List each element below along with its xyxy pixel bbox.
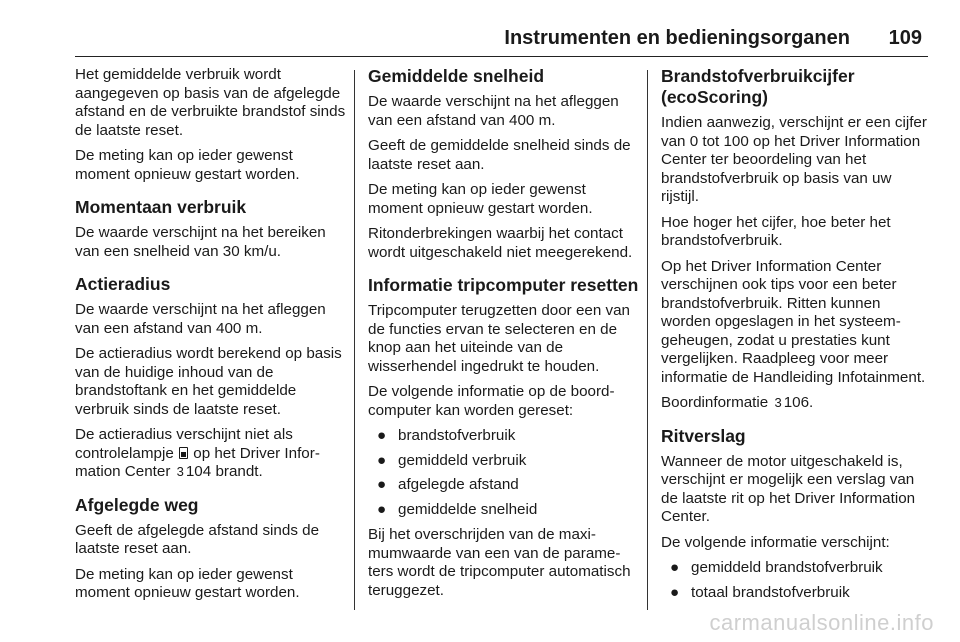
fuel-lamp-icon [179, 447, 188, 459]
page-ref-arrow-icon: 3 [176, 464, 184, 479]
paragraph: Indien aanwezig, verschijnt er een cijfer van 0 tot 100 op het Driver Information Center ter beoordeling van het brandstofverbruik op basis van uw rijstijl. [661, 114, 927, 205]
list-item: ● gemiddelde snelheid [377, 500, 538, 518]
page-header [0, 0, 960, 56]
column-divider [354, 70, 355, 610]
column-2 [368, 66, 640, 607]
paragraph: De volgende informatie op de boordcomputer kan worden gereset: [368, 383, 615, 419]
header-divider [75, 56, 928, 57]
paragraph: Hoe hoger het cijfer, hoe beter het brandstofverbruik. [661, 213, 891, 249]
section-heading-reset: Informatie tripcomputer resetten [368, 275, 639, 295]
paragraph: Bij het overschrijden van de maximumwaarde van een van de parameters wordt de tripcomputer automatisch teruggezet. [368, 526, 631, 599]
paragraph-with-ref [75, 426, 347, 482]
section-heading-snelheid: Gemiddelde snelheid [368, 66, 545, 86]
paragraph: Tripcomputer terugzetten door een van de functies ervan te selecteren en de knop aan het uiteinde van de wisserhendel ingedrukt te houden. [368, 302, 630, 375]
paragraph: Het gemiddelde verbruik wordt aangegeven op basis van de afgelegde afstand en de verbruikte brandstof sinds de laatste reset. [75, 66, 346, 139]
page-ref-link[interactable]: 106. [783, 394, 814, 411]
paragraph: De meting kan op ieder gewenst moment opnieuw gestart worden. [75, 147, 300, 183]
section-heading-afgelegd: Afgelegde weg [75, 494, 199, 515]
paragraph: De waarde verschijnt na het afleggen van een afstand van 400 m. [75, 301, 326, 337]
paragraph: De meting kan op ieder gewenst moment opnieuw gestart worden. [368, 181, 593, 217]
paragraph: De waarde verschijnt na het afleggen van een afstand van 400 m. [368, 93, 619, 129]
paragraph: Geeft de afgelegde afstand sinds de laatste reset aan. [75, 521, 320, 557]
page-title: Instrumenten en bedieningsorganen [504, 27, 850, 49]
page-ref-link[interactable]: 104 [185, 463, 212, 480]
text: op het Driver Information Center [75, 444, 320, 480]
text: brandt. [215, 463, 263, 480]
column-divider [647, 70, 648, 610]
page-number: 109 [888, 27, 922, 49]
paragraph: De actieradius wordt berekend op basis van de huidige inhoud van de brandstoftank en het gemiddelde verbruik sinds de laatste reset. [75, 345, 342, 418]
bullet-icon: ● [377, 427, 387, 444]
list-item: ● gemiddeld brandstofverbruik [670, 559, 883, 576]
watermark: carmanualsonline.info [709, 610, 934, 635]
page-ref-arrow-icon: 3 [774, 395, 782, 410]
reset-list [368, 427, 640, 519]
section-heading-ecoscoring: Brandstofverbruikcijfer (ecoScoring) [661, 66, 855, 107]
bullet-icon: ● [670, 559, 680, 576]
paragraph: Ritonderbrekingen waarbij het contact wordt uitgeschakeld niet meegerekend. [368, 225, 633, 261]
section-heading-ritverslag: Ritverslag [661, 425, 746, 446]
paragraph-with-ref [661, 394, 933, 413]
paragraph: Geeft de gemiddelde snelheid sinds de laatste reset aan. [368, 137, 631, 173]
paragraph: De volgende informatie verschijnt: [661, 533, 890, 551]
section-heading-momentaan: Momentaan verbruik [75, 197, 247, 217]
list-item: ● brandstofverbruik [377, 427, 516, 444]
column-1 [75, 66, 347, 610]
paragraph: De meting kan op ieder gewenst moment opnieuw gestart worden. [75, 565, 300, 601]
bullet-icon: ● [377, 500, 387, 518]
bullet-icon: ● [377, 476, 387, 493]
list-item: ● gemiddeld verbruik [377, 451, 527, 469]
paragraph: Op het Driver Information Center verschijnen ook tips voor een beter brandstofverbruik. Ritten kunnen worden opgeslagen in het systeemgeheugen, zodat u prestaties kunt vergelijken. Raadpleeg voor meer informatie de Handleiding Infotainment. [661, 257, 926, 386]
text: Boordinformatie [661, 394, 769, 411]
bullet-icon: ● [670, 583, 680, 601]
trip-report-list [661, 559, 933, 602]
column-3 [661, 66, 933, 609]
list-item: ● afgelegde afstand [377, 476, 519, 493]
list-item: ● totaal brandstofverbruik [670, 583, 850, 601]
bullet-icon: ● [377, 451, 387, 469]
paragraph: De waarde verschijnt na het bereiken van een snelheid van 30 km/u. [75, 224, 326, 260]
text: De actieradius verschijnt niet als controlelampje [75, 426, 293, 462]
section-heading-actieradius: Actieradius [75, 274, 171, 294]
paragraph: Wanneer de motor uitgeschakeld is, verschijnt er mogelijk een verslag van de laatste rit op het Driver Information Center. [661, 452, 916, 525]
